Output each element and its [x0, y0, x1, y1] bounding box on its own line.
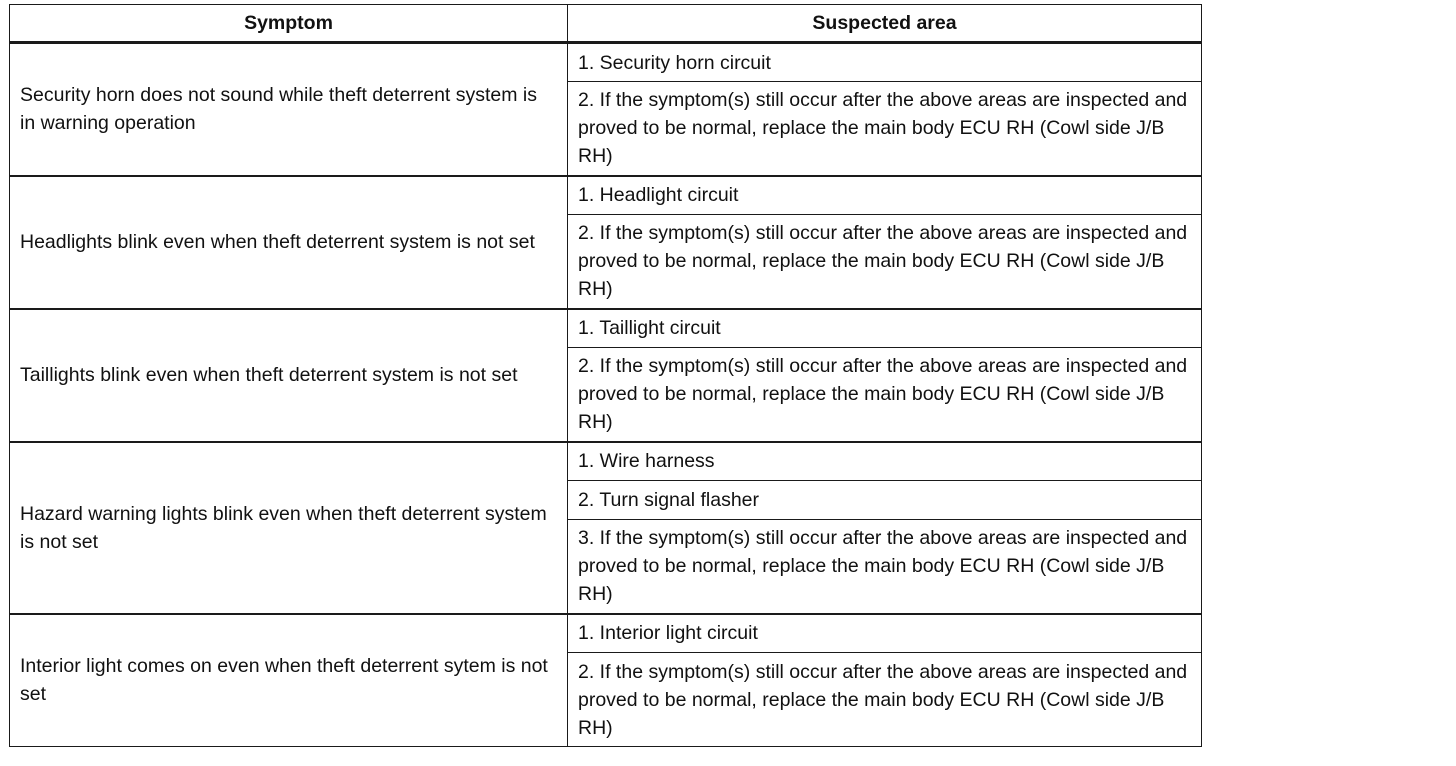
table-row — [10, 176, 1202, 215]
header-symptom: Symptom — [10, 5, 568, 43]
suspected-area-cell: 2. If the symptom(s) still occur after the above areas are inspected and proved to be normal, replace the main body ECU RH (Cowl side J/B RH) — [568, 348, 1202, 442]
table-row-group — [10, 614, 1202, 747]
symptom-cell: Taillights blink even when theft deterrent system is not set — [10, 309, 568, 442]
symptom-cell: Hazard warning lights blink even when theft deterrent system is not set — [10, 442, 568, 614]
suspected-area-cell: 1. Taillight circuit — [568, 309, 1202, 348]
suspected-area-cell: 1. Security horn circuit — [568, 43, 1202, 82]
suspected-area-cell: 2. If the symptom(s) still occur after the above areas are inspected and proved to be normal, replace the main body ECU RH (Cowl side J/B RH) — [568, 82, 1202, 176]
suspected-area-cell: 1. Wire harness — [568, 442, 1202, 481]
suspected-area-cell: 2. If the symptom(s) still occur after the above areas are inspected and proved to be normal, replace the main body ECU RH (Cowl side J/B RH) — [568, 653, 1202, 747]
table-header — [10, 5, 1202, 43]
suspected-area-cell: 3. If the symptom(s) still occur after the above areas are inspected and proved to be normal, replace the main body ECU RH (Cowl side J/B RH) — [568, 520, 1202, 614]
troubleshooting-table-page — [9, 4, 1201, 747]
suspected-area-cell: 2. If the symptom(s) still occur after the above areas are inspected and proved to be normal, replace the main body ECU RH (Cowl side J/B RH) — [568, 215, 1202, 309]
symptom-cell: Interior light comes on even when theft deterrent sytem is not set — [10, 614, 568, 747]
symptom-cell: Security horn does not sound while theft deterrent system is in warning operation — [10, 43, 568, 176]
header-row — [10, 5, 1202, 43]
table-row — [10, 309, 1202, 348]
table-row-group — [10, 442, 1202, 614]
suspected-area-cell: 1. Headlight circuit — [568, 176, 1202, 215]
table-row-group — [10, 43, 1202, 176]
suspected-area-cell: 1. Interior light circuit — [568, 614, 1202, 653]
suspected-area-cell: 2. Turn signal flasher — [568, 481, 1202, 520]
table-row-group — [10, 176, 1202, 309]
header-suspected-area: Suspected area — [568, 5, 1202, 43]
table-row — [10, 442, 1202, 481]
symptom-cell: Headlights blink even when theft deterrent system is not set — [10, 176, 568, 309]
table-row — [10, 43, 1202, 82]
symptom-table — [9, 4, 1202, 747]
table-row — [10, 614, 1202, 653]
table-row-group — [10, 309, 1202, 442]
